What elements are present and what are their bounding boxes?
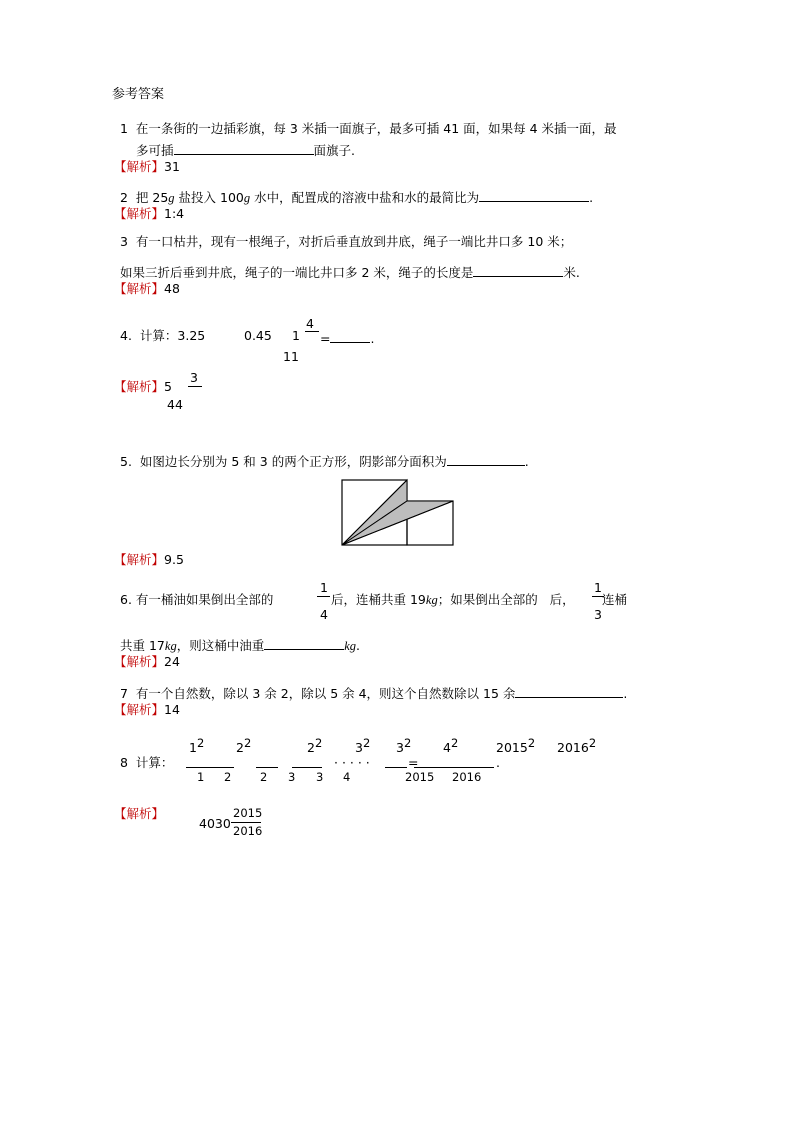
question-8-label: 8 计算： [120, 755, 174, 770]
a4-frac-num: 3 [190, 370, 198, 385]
q8-fraction-bar [256, 767, 278, 768]
q8-numerator: 2015$^2$ [496, 736, 536, 756]
analysis-7: 【解析】14 [114, 702, 180, 717]
answer-blank[interactable] [479, 189, 589, 202]
question-5: 5. 如图边长分别为 5 和 3 的两个正方形，阴影部分面积为 . [120, 454, 529, 469]
analysis-6: 【解析】24 [114, 654, 180, 669]
answer-blank[interactable] [174, 142, 314, 155]
q8-denominator: 2015 [405, 770, 435, 784]
answer-blank[interactable] [447, 453, 525, 466]
analysis-8: 【解析】 [114, 806, 165, 821]
answer-blank[interactable] [515, 685, 623, 698]
q8-denominator: 3 [288, 770, 296, 784]
question-3-line2: 如果三折后垂到井底，绳子的一端比井口多 2 米，绳子的长度是 米. [120, 265, 580, 280]
q8-numerator: $1^2$ [189, 736, 205, 756]
analysis-label: 【解析】 [114, 159, 165, 174]
question-7: 7 有一个自然数，除以 3 余 2，除以 5 余 4，则这个自然数除以 15 余 . [120, 686, 628, 701]
question-6-line1-a: 6. 有一桶油如果倒出全部的 [120, 592, 274, 607]
q6-frac2-num: 1 [594, 580, 602, 595]
q8-denominator: 2016 [452, 770, 482, 784]
q8-denominator: 3 [316, 770, 324, 784]
page-title: 参考答案 [112, 87, 165, 102]
q8-numerator: $3^2$ [355, 736, 371, 756]
a4-fraction-bar [188, 386, 202, 387]
q6-frac1-num: 1 [320, 580, 328, 595]
q8-numerator: $3^2$ [396, 736, 412, 756]
question-6-line1-c: 连桶 [602, 592, 628, 607]
a8-frac-num: 2015 [233, 806, 263, 820]
q8-fraction-bar [186, 767, 234, 768]
q8-equals: = [408, 755, 419, 770]
q6-frac2-den: 3 [594, 607, 602, 622]
a8-whole: 4030 [199, 816, 231, 831]
q4-frac-den: 11 [283, 349, 299, 364]
question-6-line2: 共重 17kg，则这桶中油重 kg. [120, 638, 361, 653]
q8-numerator: $4^2$ [443, 736, 459, 756]
question-4: 4. 计算：3.25 [120, 328, 206, 343]
q6-frac1-bar [317, 596, 330, 597]
question-3-line1: 3 有一口枯井，现有一根绳子，对折后垂直放到井底，绳子一端比井口多 10 米； [120, 234, 573, 249]
q4-value-b: 0.45 [244, 328, 272, 343]
a8-frac-den: 2016 [233, 824, 263, 838]
question-6-line1-b: 后，连桶共重 19kg；如果倒出全部的 后， [331, 592, 575, 607]
q8-numerator: 2016$^2$ [557, 736, 597, 756]
q8-denominator: 2 [260, 770, 268, 784]
q8-ellipsis: · · · · · [334, 755, 370, 770]
q8-fraction-bar [292, 767, 322, 768]
answer-blank[interactable] [330, 330, 370, 343]
q8-numerator: $2^2$ [307, 736, 323, 756]
answer-blank[interactable] [414, 767, 494, 768]
analysis-3: 【解析】48 [114, 281, 180, 296]
question-2: 2 把 25g 盐投入 100g 水中，配置成的溶液中盐和水的最简比为 . [120, 190, 594, 205]
analysis-5: 【解析】9.5 [114, 552, 184, 567]
q4-frac-num: 4 [306, 316, 314, 331]
q8-denominator: 1 [197, 770, 205, 784]
a4-frac-den: 44 [167, 397, 183, 412]
q4-fraction-bar [305, 331, 319, 332]
two-squares-figure [340, 478, 456, 548]
analysis-4: 【解析】5 [114, 379, 172, 394]
answer-blank[interactable] [473, 264, 563, 277]
q4-tail: = . [320, 331, 375, 346]
q8-denominator: 4 [343, 770, 351, 784]
question-1-line1: 1 在一条街的一边插彩旗，每 3 米插一面旗子，最多可插 41 面，如果每 4 米插一面，最 [120, 121, 617, 136]
a8-fraction-bar [231, 822, 261, 823]
q4-whole: 1 [292, 328, 300, 343]
q8-denominator: 2 [224, 770, 232, 784]
analysis-2: 【解析】1:4 [114, 206, 185, 221]
q8-numerator: $2^2$ [236, 736, 252, 756]
q6-frac1-den: 4 [320, 607, 328, 622]
q8-fraction-bar [385, 767, 407, 768]
q8-end: . [496, 755, 500, 770]
answer-blank[interactable] [264, 637, 344, 650]
question-1-line2: 多可插 面旗子. [136, 143, 355, 158]
analysis-1: 【解析】31 [114, 159, 180, 174]
